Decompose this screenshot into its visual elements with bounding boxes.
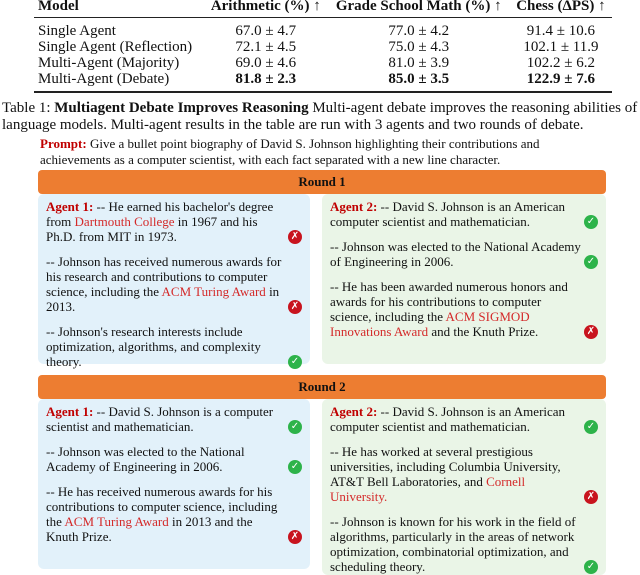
highlighted-claim: ACM Turing Award (161, 284, 266, 299)
round-2-agent-1 (38, 399, 310, 569)
table-row (34, 39, 612, 55)
fact-text: -- He has received numerous awards for his contributions to computer science, including the (46, 484, 278, 529)
check-circle-icon: ✓ (288, 420, 302, 434)
fact-text: -- He has been awarded numerous honors and awards for his contributions to computer science, including the (330, 279, 568, 324)
fact-text: and the Knuth Prize. (428, 324, 539, 339)
round-1-agent-1 (38, 194, 310, 369)
check-circle-icon: ✓ (584, 215, 598, 229)
round-1-agent-2 (322, 194, 606, 364)
round-2-agent-2 (322, 399, 606, 575)
table-cell: 69.0 ± 4.6 (235, 55, 297, 71)
table-cell: 81.0 ± 3.9 (388, 55, 450, 71)
check-circle-icon: ✓ (288, 460, 302, 474)
round-2-header: Round 2 (38, 375, 606, 399)
fact-item (330, 444, 598, 504)
fact-item (330, 199, 598, 229)
table-cell: 91.4 ± 10.6 (526, 23, 596, 39)
table-cell: 102.2 ± 6.2 (526, 55, 596, 71)
fact-item (330, 279, 598, 339)
col-header: Arithmetic (%) ↑ (204, 0, 328, 18)
round-1-header: Round 1 (38, 170, 606, 194)
fact-item (46, 444, 302, 474)
model-name: Single Agent (38, 23, 116, 39)
fact-text: -- David S. Johnson is a computer scientist and mathematician. (46, 404, 274, 434)
highlighted-claim: ACM SIGMOD Innovations Award (330, 309, 530, 339)
agent-label: Agent 2: (330, 199, 378, 214)
fact-item (46, 324, 302, 369)
caption-text: language models. Multi-agent results in the table are run with 3 agents and two rounds of debate. (2, 117, 584, 133)
x-circle-icon: ✗ (288, 300, 302, 314)
results-table (34, 0, 612, 93)
fact-text: -- Johnson's research interests include optimization, algorithms, and complexity theory. (46, 324, 261, 369)
x-circle-icon: ✗ (584, 325, 598, 339)
fact-text: in 2013 and the Knuth Prize. (46, 514, 253, 544)
model-name: Single Agent (Reflection) (38, 39, 193, 55)
table-cell: 77.0 ± 4.2 (388, 23, 450, 39)
col-header: Chess (ΔPS) ↑ (510, 0, 612, 18)
col-header: Model (34, 0, 204, 18)
caption-label: Table 1: (2, 100, 51, 116)
table-caption (2, 100, 640, 134)
fact-text: in 1967 and his Ph.D. from MIT in 1973. (46, 214, 258, 244)
check-circle-icon: ✓ (584, 420, 598, 434)
model-name: Multi-Agent (Debate) (34, 71, 204, 92)
fact-text: -- He earned his bachelor's degree from (46, 199, 274, 229)
fact-text: -- Johnson was elected to the National Academy of Engineering in 2006. (330, 239, 581, 269)
highlighted-claim: Dartmouth College (74, 214, 175, 229)
col-header: Grade School Math (%) ↑ (328, 0, 510, 18)
fact-item (46, 254, 302, 314)
table-row (34, 71, 612, 92)
fact-item (330, 404, 598, 434)
fact-text: -- Johnson is known for his work in the field of algorithms, particularly in the areas of network optimization, combinatorial optimization, and scheduling theory. (330, 514, 576, 574)
table-cell: 122.9 ± 7.6 (510, 71, 612, 92)
table-cell: 81.8 ± 2.3 (204, 71, 328, 92)
caption-text: Multi-agent debate improves the reasoning abilities of (308, 100, 638, 116)
x-circle-icon: ✗ (288, 230, 302, 244)
caption-title: Multiagent Debate Improves Reasoning (54, 100, 309, 116)
prompt-label: Prompt: (40, 136, 87, 151)
table-cell: 85.0 ± 3.5 (328, 71, 510, 92)
fact-item (46, 404, 302, 434)
agent-label: Agent 1: (46, 199, 94, 214)
fact-text: -- He has worked at several prestigious universities, including Columbia University, AT&T Bell Laboratories, and (330, 444, 561, 489)
fact-text: -- Johnson has received numerous awards for his research and contributions to computer science, including the (46, 254, 282, 299)
table-row (34, 18, 612, 40)
fact-text: -- David S. Johnson is an American computer scientist and mathematician. (330, 404, 566, 434)
table-cell: 67.0 ± 4.7 (235, 23, 297, 39)
fact-text: in 2013. (46, 284, 280, 314)
fact-text: -- Johnson was elected to the National Academy of Engineering in 2006. (46, 444, 245, 474)
prompt (40, 136, 580, 168)
prompt-text: Give a bullet point biography of David S. Johnson highlighting their contributions and achievements as a computer scientist, with each fact separated with a new line character. (40, 136, 540, 167)
fact-item (330, 514, 598, 574)
table-cell: 102.1 ± 11.9 (523, 39, 599, 55)
fact-item (46, 484, 302, 544)
x-circle-icon: ✗ (288, 530, 302, 544)
check-circle-icon: ✓ (584, 255, 598, 269)
table-cell: 75.0 ± 4.3 (388, 39, 450, 55)
agent-label: Agent 2: (330, 404, 378, 419)
fact-item (330, 239, 598, 269)
fact-item (46, 199, 302, 244)
check-circle-icon: ✓ (288, 355, 302, 369)
model-name: Multi-Agent (Majority) (38, 55, 180, 71)
highlighted-claim: Cornell University. (330, 474, 526, 504)
highlighted-claim: ACM Turing Award (64, 514, 169, 529)
agent-label: Agent 1: (46, 404, 94, 419)
table-cell: 72.1 ± 4.5 (235, 39, 297, 55)
table-row (34, 55, 612, 71)
fact-text: -- David S. Johnson is an American computer scientist and mathematician. (330, 199, 566, 229)
check-circle-icon: ✓ (584, 560, 598, 574)
x-circle-icon: ✗ (584, 490, 598, 504)
